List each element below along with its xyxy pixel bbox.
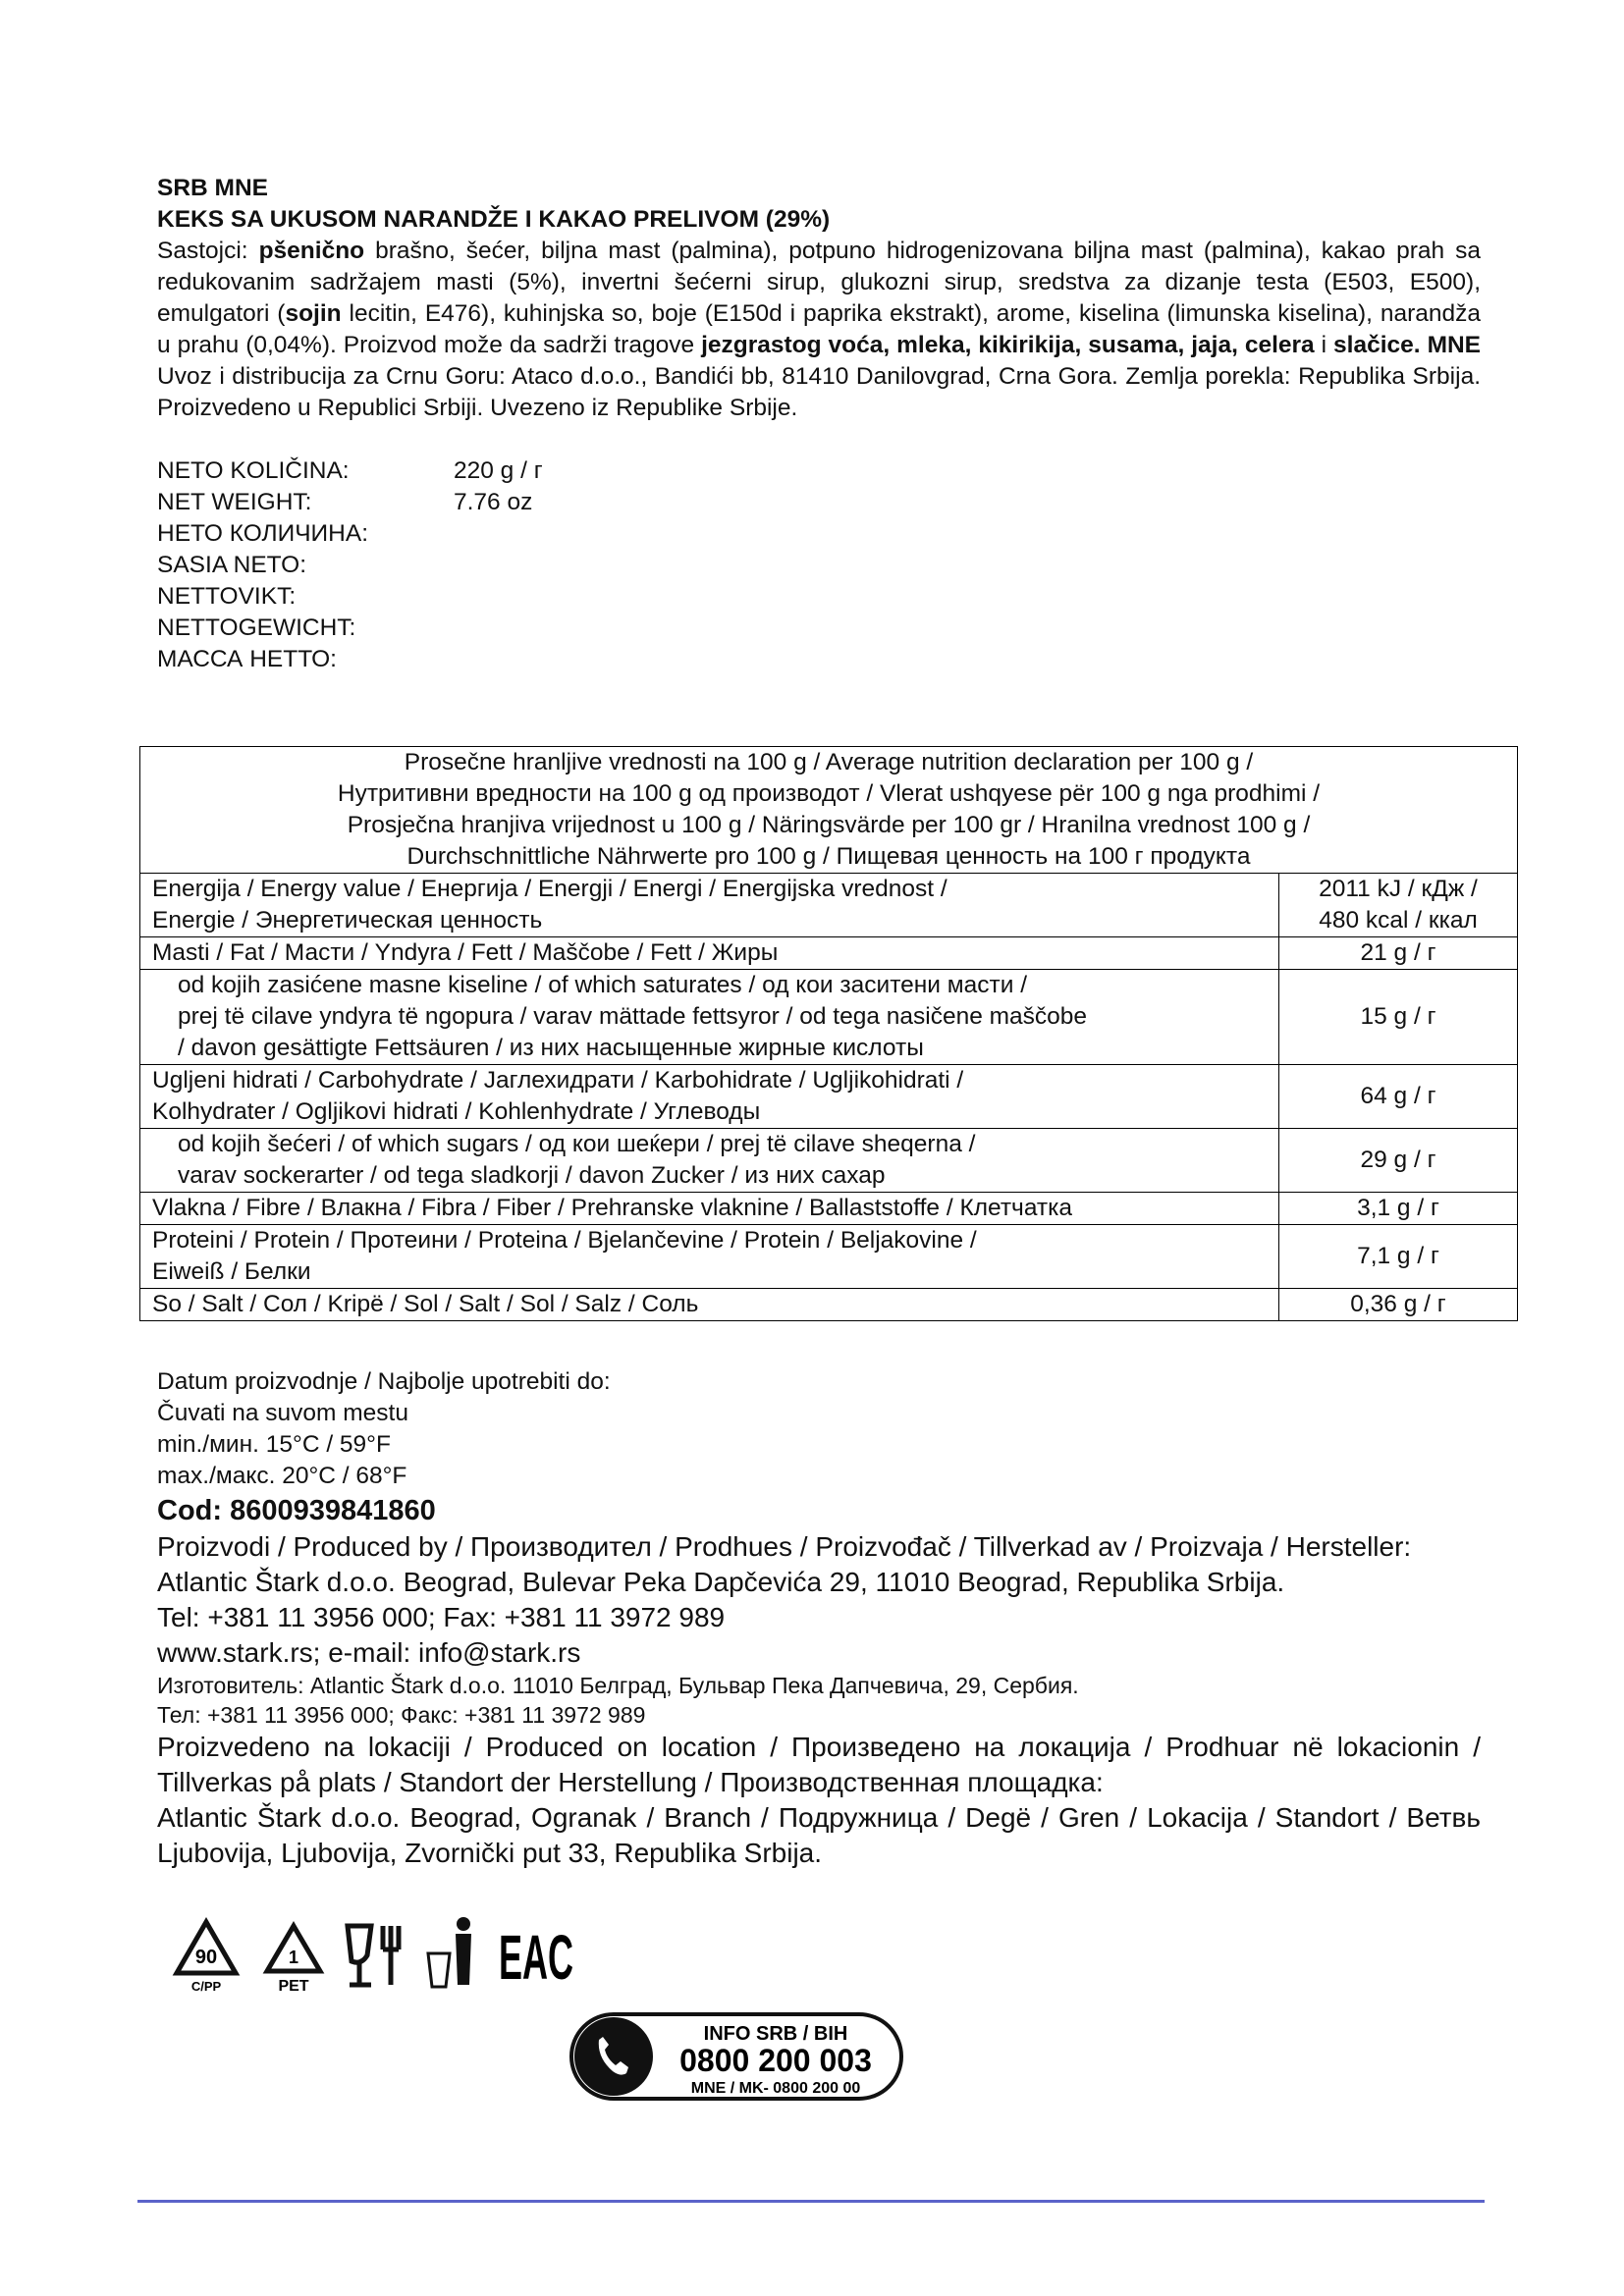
nutrient-label: Proteini / Protein / Протеини / Proteina / Bjelančevine / Protein / Beljakovine / Eiweiß / Белки — [140, 1225, 1279, 1289]
eac-mark-icon — [497, 1914, 575, 1993]
ingredients: Sastojci: pšenično brašno, šećer, biljna mast (palmina), potpuno hidrogenizovana biljna mast (palmina), kakao prah sa redukovanim sadržajem masti (5%), invertni šećerni sirup, glukozni sirup, sredstva za dizanje testa (E503, E500), emulgatori (sojin lecitin, E476), kuhinjska so, boje (E150d i paprika ekstrakt), arome, kiselina (limunska kiselina), narandža u prahu (0,04%). Proizvod može da sadrži tragove jezgrastog voća, mleka, kikirikija, susama, jaja, celera i slačice. MNE Uvoz i distribucija za Crnu Goru: Ataco d.o.o., Bandići bb, 81410 Danilovgrad, Crna Gora. Zemlja porekla: Republika Srbija. Proizvedeno u Republici Srbiji. Uvezeno iz Republike Srbije. — [157, 238, 1482, 421]
production-location: Proizvedeno na lokaciji / Produced on location / Произведено на локација / Prodhuar në lokacionin / Tillverkas på plats / Standort der Herstellung / Производственная площадка: — [157, 1732, 1481, 1797]
svg-text:MNE / MK- 0800 200 00: MNE / MK- 0800 200 00 — [690, 2080, 861, 2097]
nutrient-label: od kojih zasićene masne kiseline / of which saturates / од кои заситени масти / prej të cilave yndyra të ngopura / varav mättade fettsyror / od tega nasičene maščobe / davon gesättigte Fettsäuren / из них насыщенные жирные кислоты — [140, 970, 1279, 1065]
svg-text:INFO SRB / BIH: INFO SRB / BIH — [703, 2023, 848, 2045]
label-text — [157, 173, 1481, 675]
country-code: SRB MNE — [157, 175, 268, 201]
nutrient-value: 2011 kJ / кДж / 480 kcal / ккал — [1279, 874, 1518, 937]
info-hotline-badge — [569, 2012, 903, 2106]
storage-line: Čuvati na suvom mestu — [157, 1400, 408, 1426]
svg-text:EAC: EAC — [499, 1922, 573, 1993]
producer-phone: Tel: +381 11 3956 000; Fax: +381 11 3972 989 — [157, 1602, 726, 1632]
svg-text:90: 90 — [194, 1947, 218, 1968]
table-row — [140, 1289, 1518, 1321]
storage-line: Datum proizvodnje / Najbolje upotrebiti do: — [157, 1368, 611, 1395]
producer-ru: Изготовитель: Atlantic Štark d.o.o. 11010 Белград, Бульвар Пека Дапчевича, 29, Сербия. — [157, 1673, 1079, 1698]
net-weight — [157, 455, 1481, 675]
table-row — [140, 937, 1518, 970]
nutrient-label: Masti / Fat / Масти / Yndyra / Fett / Maščobe / Fett / Жиры — [140, 937, 1279, 970]
nutrient-value: 7,1 g / г — [1279, 1225, 1518, 1289]
nutrient-value: 3,1 g / г — [1279, 1193, 1518, 1225]
net-label: МАССА НЕТТО: — [157, 646, 337, 672]
recycle-pp-icon — [167, 1914, 245, 1993]
produced-by: Proizvodi / Produced by / Производител / Prodhues / Proizvođač / Tillverkad av / Proizvaja / Hersteller: — [157, 1531, 1412, 1562]
info-hotline — [569, 2012, 903, 2101]
net-value: 7.76 oz — [454, 489, 533, 515]
svg-text:0800 200 003: 0800 200 003 — [679, 2043, 872, 2078]
svg-text:PET: PET — [278, 1978, 309, 1995]
food-contact-icon — [342, 1914, 410, 1993]
net-label: NET WEIGHT: — [157, 489, 312, 515]
nutrient-label: Energija / Energy value / Енергија / Energji / Energi / Energijska vrednost / Energie / Энергетическая ценность — [140, 874, 1279, 937]
nutrition-header: Prosečne hranljive vrednosti na 100 g / Average nutrition declaration per 100 g / Нутритивни вредности на 100 g од производот / Vlerat ushqyese për 100 g nga prodhimi / Prosječna hranjiva vrijednost u 100 g / Näringsvärde per 100 gr / Hranilna vrednost 100 g / Durchschnittliche Nährwerte pro 100 g / Пищевая ценность на 100 г продукта — [140, 747, 1518, 874]
nutrition-table — [139, 746, 1518, 1321]
net-label: SASIA NETO: — [157, 552, 307, 578]
nutrient-value: 0,36 g / г — [1279, 1289, 1518, 1321]
table-row — [140, 874, 1518, 937]
footer-rule — [137, 2200, 1485, 2203]
nutrition-header-row — [140, 747, 1518, 874]
producer-ru-phone: Тел: +381 11 3956 000; Факс: +381 11 3972 989 — [157, 1702, 646, 1728]
nutrient-label: Vlakna / Fibre / Влакна / Fibra / Fiber / Prehranske vlaknine / Ballaststoffe / Клетчатка — [140, 1193, 1279, 1225]
net-label: NETTOGEWICHT: — [157, 614, 356, 641]
nutrient-label: od kojih šećeri / of which sugars / од кои шеќери / prej të cilave sheqerna / varav sockerarter / od tega sladkorji / davon Zucker / из них сахар — [140, 1129, 1279, 1193]
nutrient-label: Ugljeni hidrati / Carbohydrate / Јаглехидрати / Karbohidrate / Ugljikohidrati / Kolhydrater / Ogljikovi hidrati / Kohlenhydrate / Углеводы — [140, 1065, 1279, 1129]
recycle-pet-icon — [259, 1914, 328, 1993]
tidyman-icon — [424, 1914, 483, 1993]
nutrient-value: 29 g / г — [1279, 1129, 1518, 1193]
net-label: NETTOVIKT: — [157, 583, 297, 610]
product-code: Cod: 8600939841860 — [157, 1495, 436, 1526]
symbol-row — [167, 1914, 575, 1993]
net-value: 220 g / г — [454, 457, 543, 484]
table-row — [140, 1225, 1518, 1289]
table-row — [140, 1129, 1518, 1193]
table-row — [140, 1193, 1518, 1225]
producer-web: www.stark.rs; e-mail: info@stark.rs — [157, 1637, 581, 1668]
svg-text:C/PP: C/PP — [190, 1979, 222, 1994]
producer-address: Atlantic Štark d.o.o. Beograd, Bulevar Peka Dapčevića 29, 11010 Beograd, Republika Srbija. — [157, 1567, 1285, 1597]
table-row — [140, 970, 1518, 1065]
production-location-address: Atlantic Štark d.o.o. Beograd, Ogranak / Branch / Подружница / Degë / Gren / Lokacija / Standort / Ветвь Ljubovija, Ljubovija, Zvornički put 33, Republika Srbija. — [157, 1802, 1481, 1868]
nutrient-value: 21 g / г — [1279, 937, 1518, 970]
nutrient-value: 15 g / г — [1279, 970, 1518, 1065]
producer-info — [157, 1366, 1481, 1871]
nutrient-label: So / Salt / Сол / Kripë / Sol / Salt / Sol / Salz / Соль — [140, 1289, 1279, 1321]
storage-line: max./макс. 20°C / 68°F — [157, 1463, 407, 1489]
table-row — [140, 1065, 1518, 1129]
svg-text:1: 1 — [288, 1948, 299, 1967]
product-title: KEKS SA UKUSOM NARANDŽE I KAKAO PRELIVOM (29%) — [157, 206, 831, 233]
nutrient-value: 64 g / г — [1279, 1065, 1518, 1129]
net-label: NETO KOLIČINA: — [157, 457, 350, 484]
net-label: НЕТО КОЛИЧИНА: — [157, 520, 369, 547]
storage-line: min./мин. 15°C / 59°F — [157, 1431, 391, 1458]
